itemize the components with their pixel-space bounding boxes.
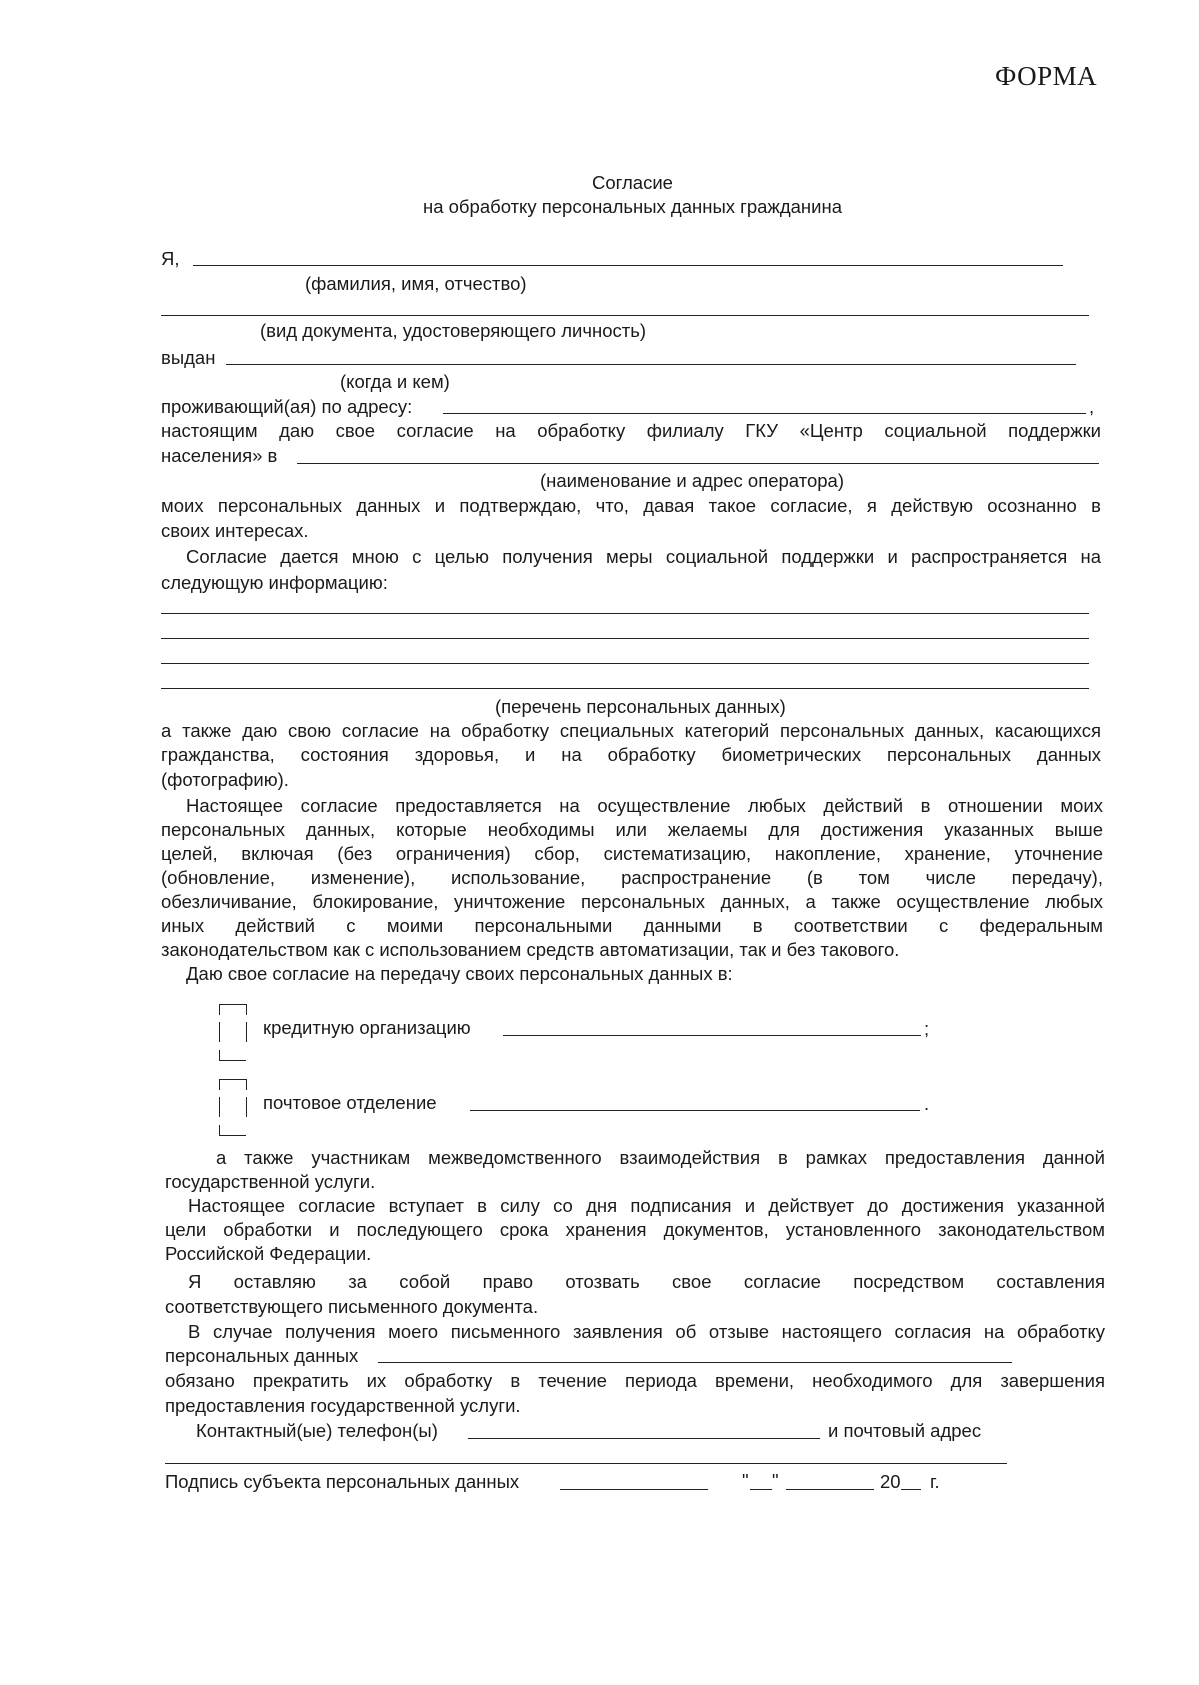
contact-phone-field-line[interactable] — [468, 1438, 820, 1439]
paragraph-4-line-3: целей, включая (без ограничения) сбор, систематизацию, накопление, хранение, уточнение — [161, 843, 1103, 864]
paragraph-9-line-2: персональных данных — [165, 1345, 359, 1366]
data-list-line-4[interactable] — [161, 688, 1089, 689]
paragraph-2-line-2: следующую информацию: — [161, 572, 388, 593]
year-field-line[interactable] — [901, 1489, 921, 1490]
fio-field-line[interactable] — [193, 265, 1063, 266]
paragraph-4-line-2: персональных данных, которые необходимы или желаемы для достижения указанных выше — [161, 819, 1103, 840]
option-credit-label: кредитную организацию — [263, 1017, 471, 1038]
document-subtitle: на обработку персональных данных гражданина — [423, 196, 842, 217]
post-office-field-line[interactable] — [470, 1110, 920, 1111]
paragraph-9-line-3: обязано прекратить их обработку в течение периода времени, необходимого для завершения — [165, 1370, 1105, 1391]
paragraph-3-line-2: гражданства, состояния здоровья, и на обработку биометрических персональных данных — [161, 744, 1101, 765]
paragraph-8-line-2: соответствующего письменного документа. — [165, 1296, 539, 1317]
year-prefix: 20 — [880, 1471, 901, 1492]
issued-field-line[interactable] — [226, 364, 1076, 365]
paragraph-1-line-2: своих интересах. — [161, 520, 309, 541]
paragraph-5: Даю свое согласие на передачу своих персональных данных в: — [186, 963, 733, 984]
date-quote-open: " — [742, 1470, 749, 1491]
address-field-line[interactable] — [443, 413, 1086, 414]
data-list-line-1[interactable] — [161, 613, 1089, 614]
paragraph-9-line-4: предоставления государственной услуги. — [165, 1395, 521, 1416]
paragraph-6-line-2: государственной услуги. — [165, 1171, 376, 1192]
fio-caption: (фамилия, имя, отчество) — [305, 273, 527, 294]
paragraph-9-line-1: В случае получения моего письменного заявления об отзыве настоящего согласия на обработку — [188, 1321, 1105, 1342]
issued-label: выдан — [161, 347, 216, 368]
date-month-field-line[interactable] — [786, 1489, 874, 1490]
paragraph-3-line-1: а также даю свою согласие на обработку специальных категорий персональных данных, касающихся — [161, 720, 1101, 741]
revocation-field-line[interactable] — [378, 1362, 1012, 1363]
issued-caption: (когда и кем) — [340, 371, 450, 392]
operator-caption: (наименование и адрес оператора) — [540, 470, 844, 491]
consent-line-1: настоящим даю свое согласие на обработку филиалу ГКУ «Центр социальной поддержки — [161, 420, 1101, 441]
document-caption: (вид документа, удостоверяющего личность) — [260, 320, 647, 341]
checkbox-credit-organization[interactable] — [219, 1004, 245, 1060]
option-post-period: . — [924, 1093, 930, 1114]
postal-address-field-line[interactable] — [165, 1463, 1007, 1464]
paragraph-4-line-6: иных действий с моими персональными данными в соответствии с федеральным — [161, 915, 1103, 936]
contact-phone-label: Контактный(ые) телефон(ы) — [196, 1420, 438, 1441]
operator-field-line[interactable] — [297, 463, 1099, 464]
document-title: Согласие — [592, 172, 673, 193]
paragraph-7-line-1: Настоящее согласие вступает в силу со дня подписания и действует до достижения указанной — [188, 1195, 1105, 1216]
paragraph-3-line-3: (фотографию). — [161, 769, 289, 790]
i-prefix: Я, — [161, 248, 180, 269]
date-day-field-line[interactable] — [750, 1489, 772, 1490]
document-field-line[interactable] — [161, 315, 1089, 316]
paragraph-8-line-1: Я оставляю за собой право отозвать свое согласие посредством составления — [188, 1271, 1105, 1292]
paragraph-4-line-7: законодательством как с использованием средств автоматизации, так и без такового. — [161, 939, 900, 960]
year-suffix: г. — [930, 1471, 940, 1492]
signature-label: Подпись субъекта персональных данных — [165, 1471, 520, 1492]
postal-address-label: и почтовый адрес — [828, 1420, 982, 1441]
paragraph-2-line-1: Согласие дается мною с целью получения меры социальной поддержки и распространяется на — [186, 546, 1101, 567]
address-comma: , — [1089, 396, 1095, 417]
data-list-line-2[interactable] — [161, 638, 1089, 639]
consent-line-2-prefix: населения» в — [161, 445, 278, 466]
signature-field-line[interactable] — [560, 1489, 708, 1490]
data-list-line-3[interactable] — [161, 663, 1089, 664]
paragraph-7-line-2: цели обработки и последующего срока хранения документов, установленного законодательством — [165, 1219, 1105, 1240]
paragraph-4-line-4: (обновление, изменение), использование, распространение (в том числе передачу), — [161, 867, 1103, 888]
address-label: проживающий(ая) по адресу: — [161, 396, 413, 417]
date-quote-close: " — [772, 1470, 779, 1491]
form-label: ФОРМА — [995, 61, 1098, 91]
paragraph-1-line-1: моих персональных данных и подтверждаю, что, давая такое согласие, я действую осознанно в — [161, 495, 1101, 516]
credit-organization-field-line[interactable] — [503, 1035, 921, 1036]
checkbox-post-office[interactable] — [219, 1079, 245, 1135]
paragraph-6-line-1: а также участникам межведомственного взаимодействия в рамках предоставления данной — [216, 1147, 1105, 1168]
paragraph-4-line-5: обезличивание, блокирование, уничтожение персональных данных, а также осуществление любых — [161, 891, 1103, 912]
option-credit-semicolon: ; — [924, 1018, 930, 1039]
data-list-caption: (перечень персональных данных) — [495, 696, 786, 717]
paragraph-4-line-1: Настоящее согласие предоставляется на осуществление любых действий в отношении моих — [186, 795, 1103, 816]
option-post-label: почтовое отделение — [263, 1092, 437, 1113]
paragraph-7-line-3: Российской Федерации. — [165, 1243, 372, 1264]
